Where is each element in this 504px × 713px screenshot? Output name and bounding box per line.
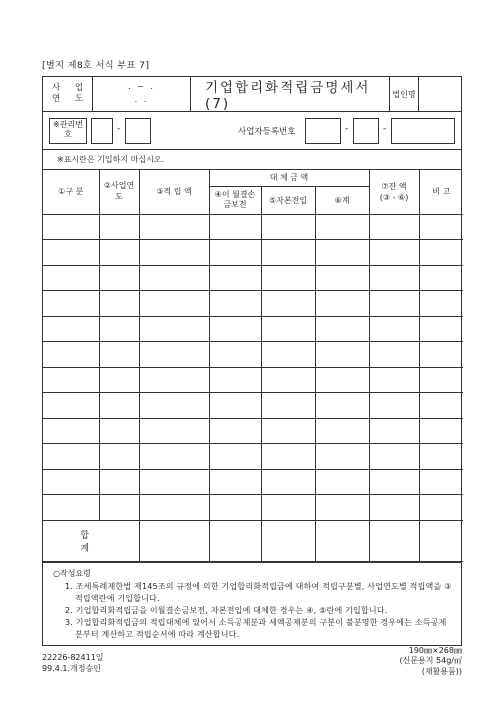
instructions-title: ○작성요령 bbox=[53, 568, 91, 578]
table-row bbox=[43, 316, 463, 342]
col-substitute-group: 대 체 금 액 bbox=[209, 170, 369, 186]
management-number-label: ※관리번호 bbox=[49, 118, 87, 144]
business-year-label: 사 업 연 도 bbox=[43, 77, 93, 111]
total-label: 합 계 bbox=[43, 520, 139, 561]
instruction-item: 2. 기업합리화적립금을 이월결손금보전, 자본전입에 대체한 경우는 ④, ⑤란에 기입합니다. bbox=[65, 605, 388, 615]
business-registration-label: 사업자등록번호 bbox=[238, 127, 296, 137]
id-row bbox=[43, 112, 461, 150]
form-reference: [별지 제8호 서식 부표 7] bbox=[42, 61, 150, 71]
corporation-name-label: 법인명 bbox=[389, 77, 419, 111]
col-division: ①구 분 bbox=[43, 170, 99, 214]
form-frame bbox=[42, 76, 462, 646]
corporation-name-field[interactable] bbox=[419, 77, 461, 111]
col-remarks: 비 고 bbox=[419, 170, 463, 214]
instruction-item: 3. 기업합리화적립금의 적립대체에 있어서 소득공제분과 세액공제분의 구분이 불분명한 경우에는 소득공제분부터 계산하고 적립순서에 따라 계산합니다. bbox=[65, 617, 447, 639]
management-number-field-1[interactable] bbox=[91, 118, 113, 144]
col-total: ⑥계 bbox=[315, 186, 369, 214]
biz-reg-field-3[interactable] bbox=[391, 118, 455, 144]
table-row bbox=[43, 214, 463, 240]
table-row bbox=[43, 469, 463, 495]
instruction-item: 1. 조세특례제한법 제145조의 규정에 의한 기업합리화적립금에 대하여 적립구분별, 사업연도별 적립액을 ③적립액란에 기입합니다. bbox=[65, 581, 452, 603]
form-title: 기업합리화적립금명세서(7) bbox=[205, 80, 371, 112]
form-code: 22226-82411일 99.4.1.개정승인 bbox=[42, 653, 104, 674]
table-row bbox=[43, 240, 463, 266]
total-row bbox=[43, 520, 463, 561]
table-row bbox=[43, 342, 463, 368]
table-row bbox=[43, 367, 463, 393]
notice: ※표시란은 기입하지 마십시오. bbox=[43, 150, 461, 170]
instructions bbox=[43, 562, 461, 645]
table-row bbox=[43, 393, 463, 419]
dash: - bbox=[117, 124, 121, 134]
col-balance: ⑦잔 액 (③ - ⑥) bbox=[369, 170, 419, 214]
business-year-period[interactable]: . ~ . . . bbox=[93, 77, 191, 111]
management-number-field-2[interactable] bbox=[125, 118, 151, 144]
table-row bbox=[43, 291, 463, 317]
table-row bbox=[43, 444, 463, 470]
reserve-table bbox=[43, 170, 463, 562]
dash: - bbox=[345, 124, 349, 134]
col-reserve-amount: ③적 립 액 bbox=[139, 170, 209, 214]
biz-reg-field-2[interactable] bbox=[353, 118, 379, 144]
table-row bbox=[43, 418, 463, 444]
table-row bbox=[43, 265, 463, 291]
col-deficit-compensation: ④이 월결손금보전 bbox=[209, 186, 261, 214]
biz-reg-field-1[interactable] bbox=[305, 118, 341, 144]
paper-spec: 190㎜×268㎜ (신문용지 54g/㎡ (재활용품)) bbox=[399, 646, 462, 676]
dash: - bbox=[383, 124, 387, 134]
form-header bbox=[43, 77, 461, 112]
table-row bbox=[43, 495, 463, 521]
col-business-year: ②사업연도 bbox=[99, 170, 139, 214]
col-capital-transfer: ⑤자본전입 bbox=[261, 186, 315, 214]
